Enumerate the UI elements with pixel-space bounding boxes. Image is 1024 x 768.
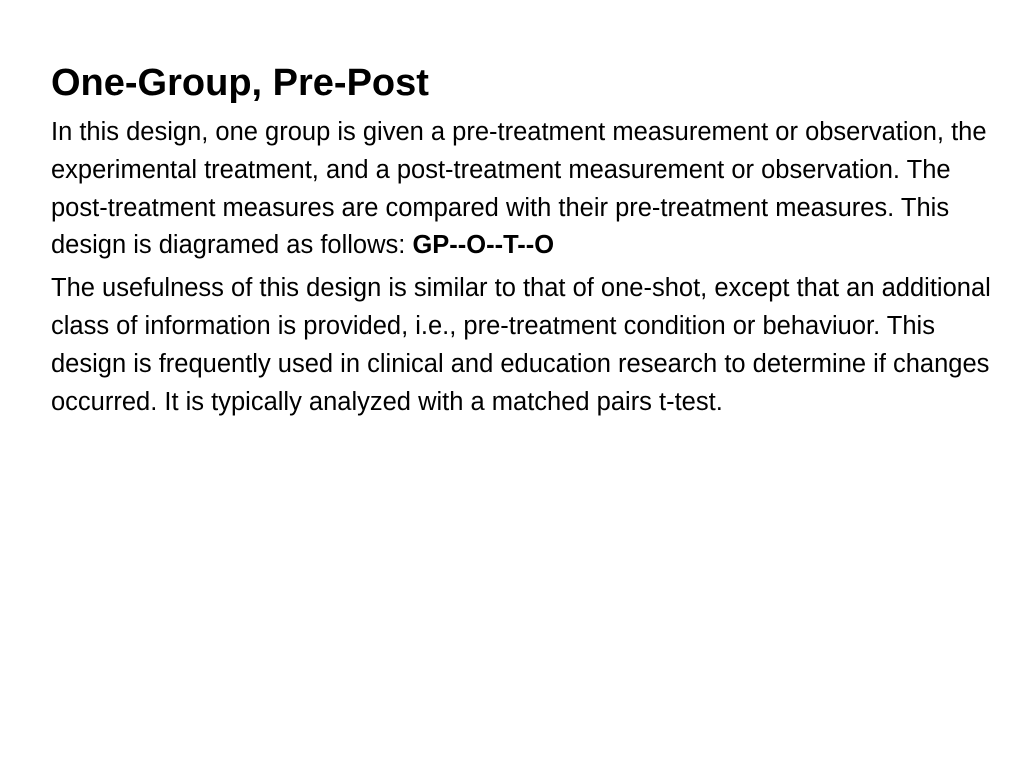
paragraph-design-description (51, 114, 991, 265)
design-diagram-notation: GP--O--T--O (412, 231, 555, 260)
paragraph-design-text: In this design, one group is given a pre-treatment measurement or observation, the experimental treatment, and a post-treatment measurement or observation. The post-treatment measures are compared with their pre-treatment measures. This design is diagramed as follows: (51, 118, 987, 260)
paragraph-usefulness: The usefulness of this design is similar to that of one-shot, except that an additional class of information is provided, i.e., pre-treatment condition or behaviuor. This design is frequently used in clinical and education research to determine if changes occurred. It is typically analyzed with a matched pairs t-test. (51, 274, 991, 416)
slide-content (51, 58, 991, 426)
slide-title: One-Group, Pre-Post (51, 62, 429, 104)
